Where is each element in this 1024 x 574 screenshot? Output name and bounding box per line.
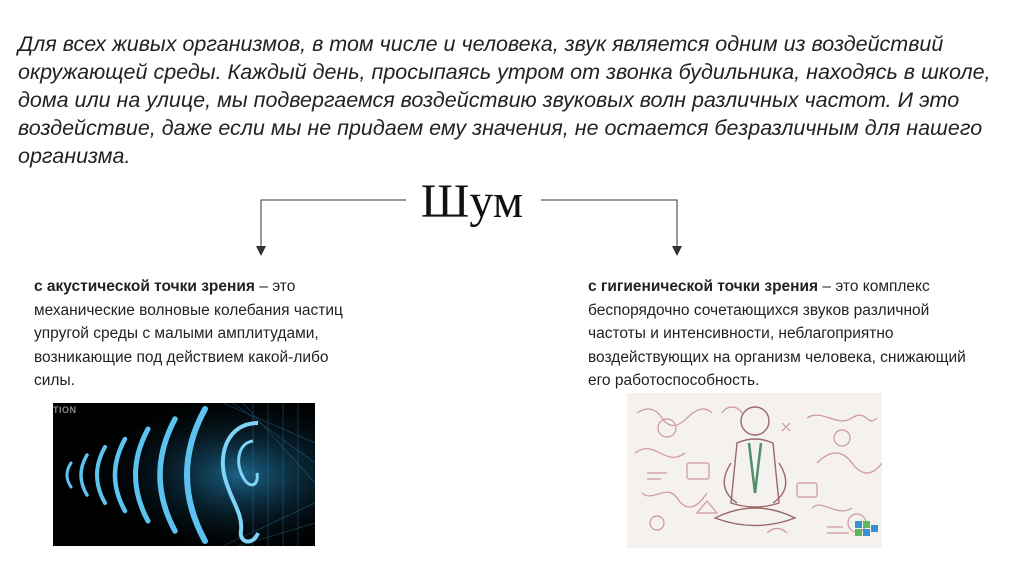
hygienic-text: – это комплекс беспорядочно сочетающихся звуков различной частоты и интенсивности, неблагоприятно воздействующих на организм человека, снижающий его работоспособность. (588, 278, 966, 389)
acoustic-definition (34, 275, 364, 393)
hygienic-definition (588, 275, 988, 393)
image-watermark: TION (53, 405, 77, 415)
right-arrow-head (672, 246, 682, 256)
sound-waves-ear-image (53, 403, 315, 546)
right-connector-line (541, 200, 677, 250)
left-connector-line (261, 200, 406, 250)
acoustic-text: – это механические волновые колебания частиц упругой среды с малыми амплитудами, возникающие под действием какой-либо силы. (34, 278, 343, 389)
hygienic-term: с гигиенической точки зрения (588, 278, 819, 295)
intro-paragraph: Для всех живых организмов, в том числе и человека, звук является одним из воздействий окружающей среды. Каждый день, просыпаясь утром от звонка будильника, находясь в школе, дома или на улице, мы подвергаемся воздействию звуковых волн различных частот. И это воздействие, даже если мы не придаем ему значения, не остается безразличным для нашего организма. (18, 32, 991, 168)
left-arrow-head (256, 246, 266, 256)
acoustic-term: с акустической точки зрения (34, 278, 255, 295)
noise-doodle-person-image (627, 393, 882, 548)
slide-title: Шум (420, 175, 524, 228)
